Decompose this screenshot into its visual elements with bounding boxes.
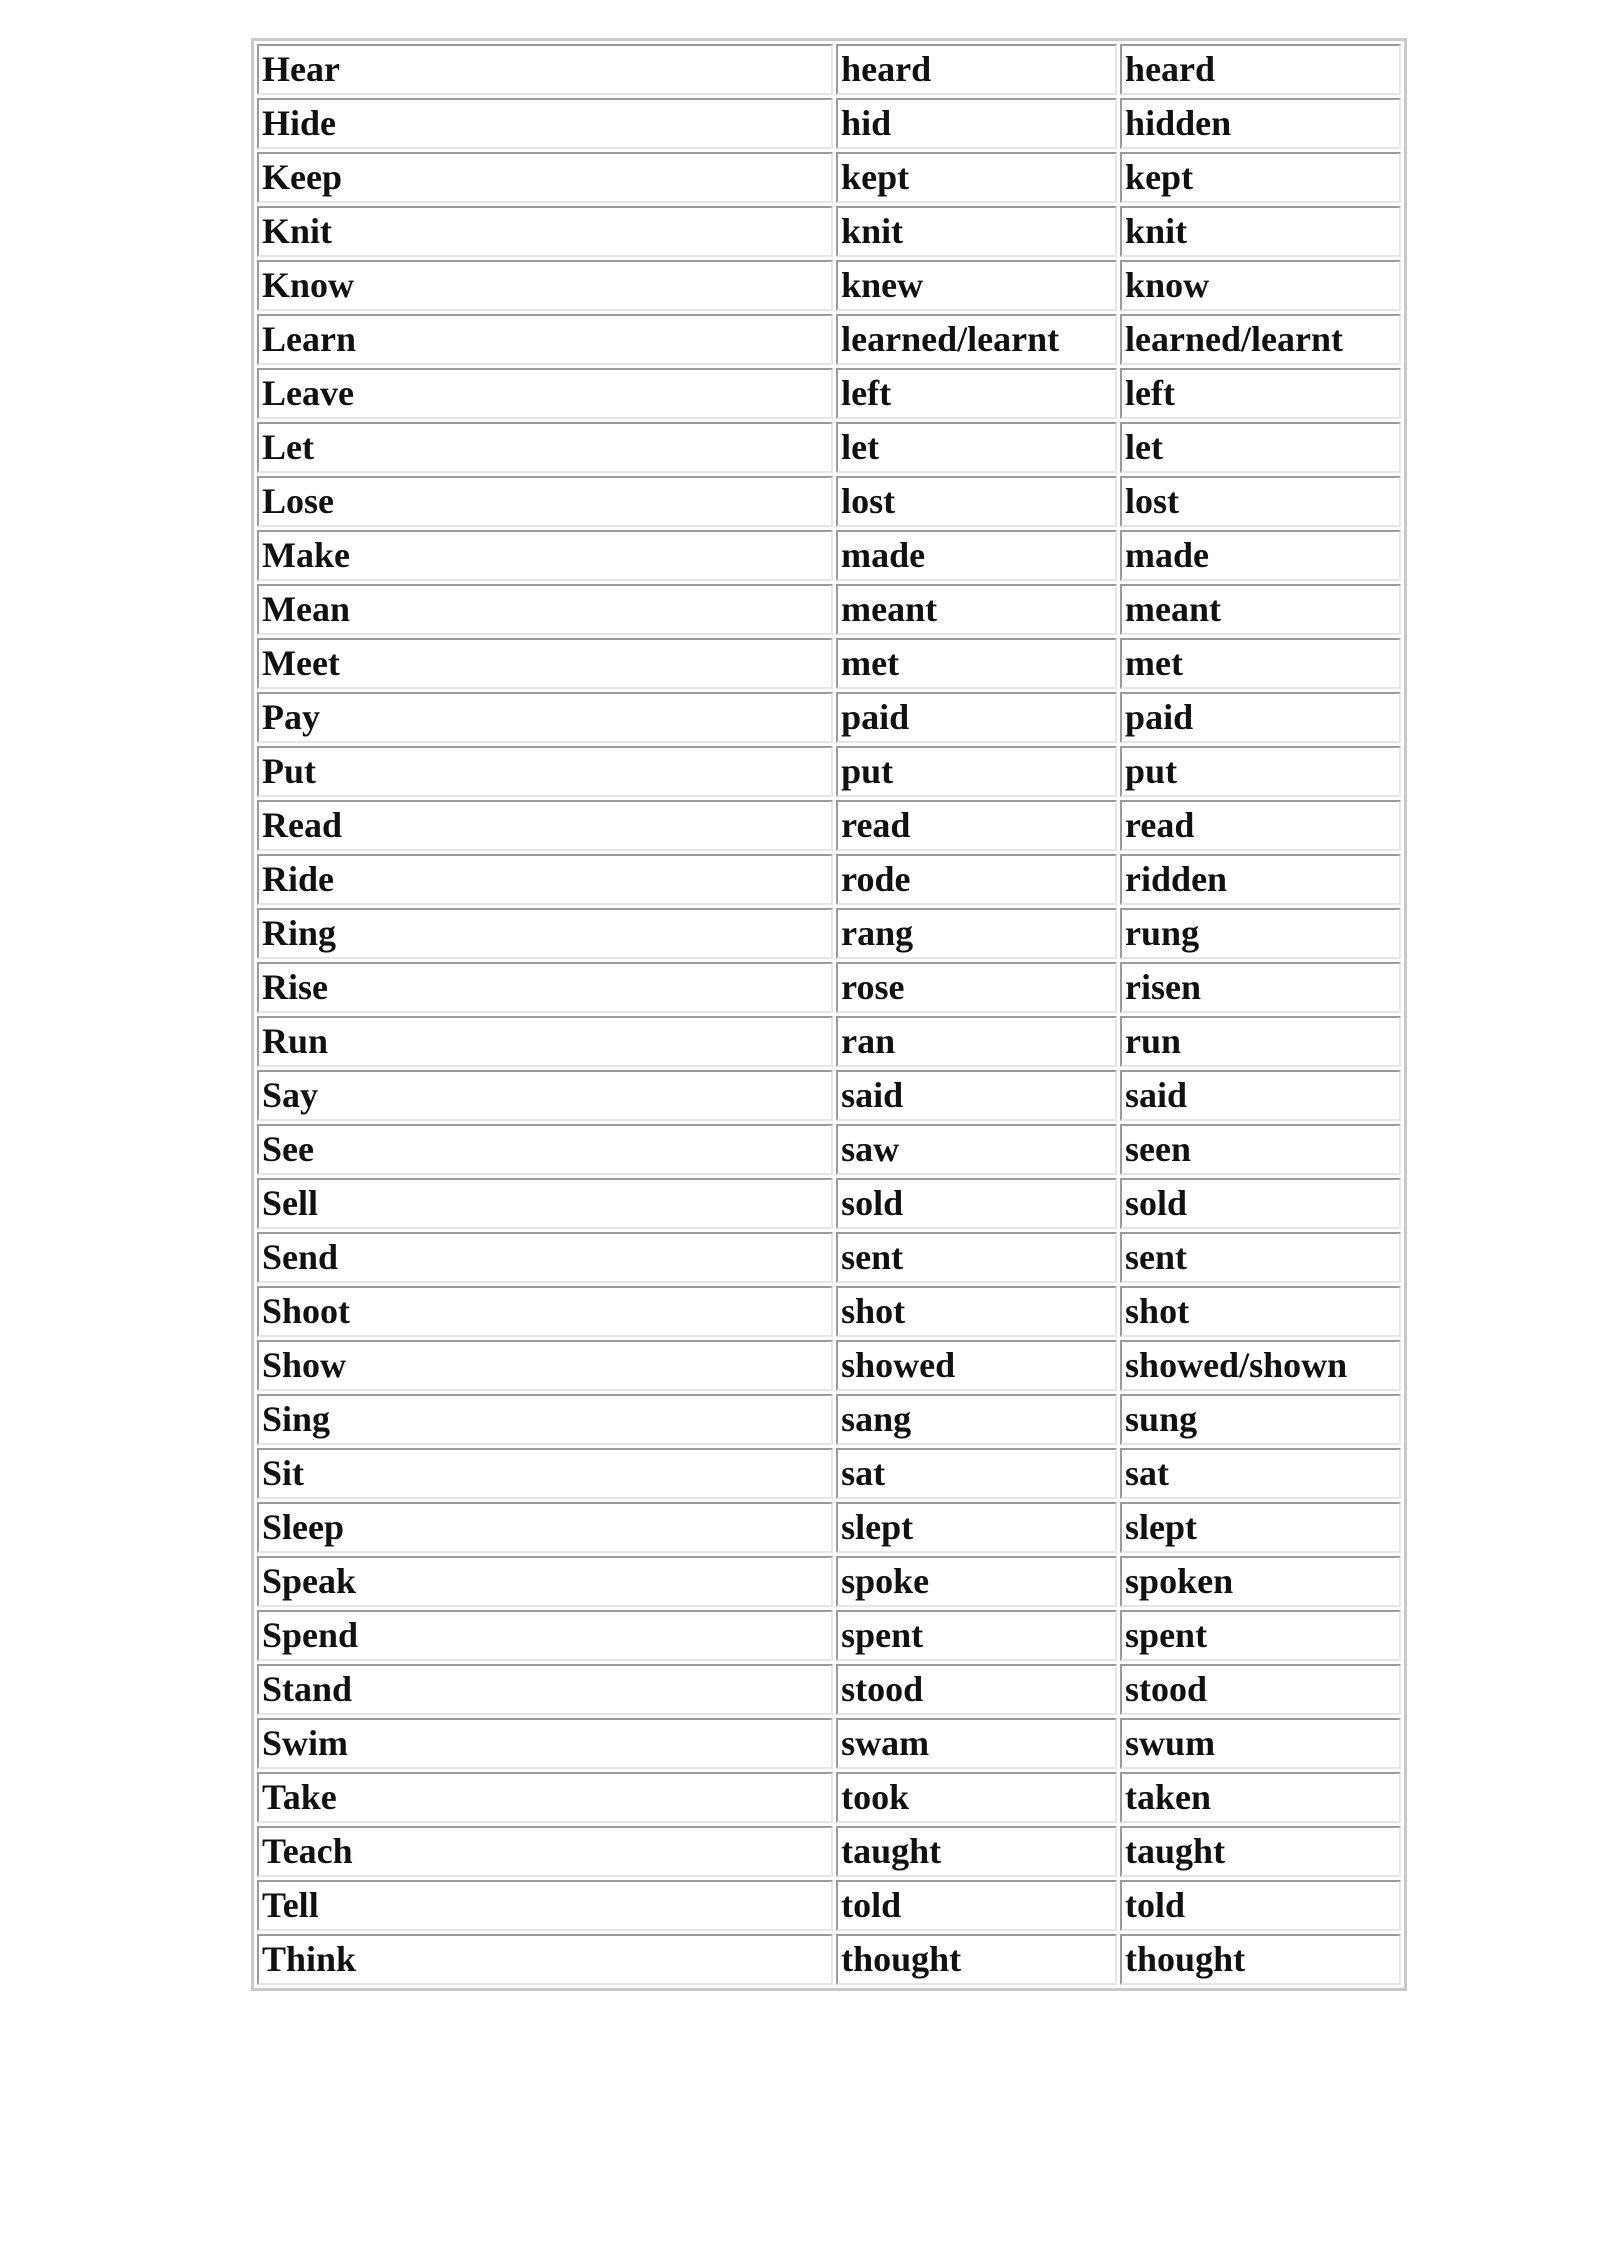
base-form-cell: Hide	[257, 98, 833, 149]
table-row	[257, 476, 1401, 527]
base-form-cell: Show	[257, 1340, 833, 1391]
table-row	[257, 98, 1401, 149]
base-form-cell: Knit	[257, 206, 833, 257]
table-row	[257, 1610, 1401, 1661]
table-row	[257, 530, 1401, 581]
past-participle-cell: met	[1120, 638, 1401, 689]
past-simple-cell: met	[836, 638, 1117, 689]
past-participle-cell: sold	[1120, 1178, 1401, 1229]
base-form-cell: Stand	[257, 1664, 833, 1715]
past-participle-cell: ridden	[1120, 854, 1401, 905]
past-simple-cell: rode	[836, 854, 1117, 905]
past-simple-cell: took	[836, 1772, 1117, 1823]
past-participle-cell: meant	[1120, 584, 1401, 635]
past-simple-cell: thought	[836, 1934, 1117, 1985]
table-row	[257, 1232, 1401, 1283]
table-row	[257, 1772, 1401, 1823]
past-participle-cell: let	[1120, 422, 1401, 473]
past-simple-cell: slept	[836, 1502, 1117, 1553]
past-simple-cell: knew	[836, 260, 1117, 311]
past-participle-cell: rung	[1120, 908, 1401, 959]
past-simple-cell: meant	[836, 584, 1117, 635]
past-participle-cell: put	[1120, 746, 1401, 797]
past-simple-cell: rose	[836, 962, 1117, 1013]
past-simple-cell: swam	[836, 1718, 1117, 1769]
base-form-cell: Leave	[257, 368, 833, 419]
base-form-cell: Hear	[257, 44, 833, 95]
table-row	[257, 314, 1401, 365]
table-row	[257, 1178, 1401, 1229]
verb-table-body	[257, 44, 1401, 1985]
table-row	[257, 368, 1401, 419]
table-row	[257, 1556, 1401, 1607]
past-participle-cell: paid	[1120, 692, 1401, 743]
past-simple-cell: paid	[836, 692, 1117, 743]
past-participle-cell: learned/learnt	[1120, 314, 1401, 365]
past-simple-cell: spent	[836, 1610, 1117, 1661]
past-simple-cell: lost	[836, 476, 1117, 527]
base-form-cell: Shoot	[257, 1286, 833, 1337]
table-row	[257, 1016, 1401, 1067]
past-simple-cell: showed	[836, 1340, 1117, 1391]
irregular-verbs-table	[251, 38, 1407, 1991]
past-simple-cell: read	[836, 800, 1117, 851]
past-simple-cell: spoke	[836, 1556, 1117, 1607]
past-participle-cell: run	[1120, 1016, 1401, 1067]
base-form-cell: Sit	[257, 1448, 833, 1499]
past-participle-cell: said	[1120, 1070, 1401, 1121]
base-form-cell: Send	[257, 1232, 833, 1283]
base-form-cell: Let	[257, 422, 833, 473]
base-form-cell: Sell	[257, 1178, 833, 1229]
past-simple-cell: let	[836, 422, 1117, 473]
table-row	[257, 206, 1401, 257]
past-simple-cell: rang	[836, 908, 1117, 959]
past-simple-cell: heard	[836, 44, 1117, 95]
past-participle-cell: taught	[1120, 1826, 1401, 1877]
past-participle-cell: spent	[1120, 1610, 1401, 1661]
table-row	[257, 1502, 1401, 1553]
past-participle-cell: seen	[1120, 1124, 1401, 1175]
past-simple-cell: sang	[836, 1394, 1117, 1445]
base-form-cell: Lose	[257, 476, 833, 527]
past-participle-cell: left	[1120, 368, 1401, 419]
table-row	[257, 1934, 1401, 1985]
past-simple-cell: said	[836, 1070, 1117, 1121]
base-form-cell: Put	[257, 746, 833, 797]
table-row	[257, 854, 1401, 905]
past-participle-cell: sat	[1120, 1448, 1401, 1499]
past-participle-cell: heard	[1120, 44, 1401, 95]
table-row	[257, 260, 1401, 311]
past-simple-cell: sent	[836, 1232, 1117, 1283]
past-participle-cell: showed/shown	[1120, 1340, 1401, 1391]
past-participle-cell: hidden	[1120, 98, 1401, 149]
table-row	[257, 800, 1401, 851]
base-form-cell: Know	[257, 260, 833, 311]
past-simple-cell: sold	[836, 1178, 1117, 1229]
past-simple-cell: hid	[836, 98, 1117, 149]
past-participle-cell: shot	[1120, 1286, 1401, 1337]
base-form-cell: Swim	[257, 1718, 833, 1769]
base-form-cell: Take	[257, 1772, 833, 1823]
table-row	[257, 1394, 1401, 1445]
base-form-cell: Sleep	[257, 1502, 833, 1553]
table-row	[257, 1718, 1401, 1769]
past-simple-cell: knit	[836, 206, 1117, 257]
past-participle-cell: slept	[1120, 1502, 1401, 1553]
past-participle-cell: read	[1120, 800, 1401, 851]
table-row	[257, 1664, 1401, 1715]
base-form-cell: Make	[257, 530, 833, 581]
table-row	[257, 422, 1401, 473]
past-participle-cell: sent	[1120, 1232, 1401, 1283]
past-simple-cell: stood	[836, 1664, 1117, 1715]
base-form-cell: Sing	[257, 1394, 833, 1445]
past-simple-cell: ran	[836, 1016, 1117, 1067]
past-participle-cell: lost	[1120, 476, 1401, 527]
table-row	[257, 1070, 1401, 1121]
base-form-cell: Speak	[257, 1556, 833, 1607]
past-participle-cell: kept	[1120, 152, 1401, 203]
table-row	[257, 1286, 1401, 1337]
past-simple-cell: told	[836, 1880, 1117, 1931]
base-form-cell: Pay	[257, 692, 833, 743]
past-participle-cell: risen	[1120, 962, 1401, 1013]
base-form-cell: Meet	[257, 638, 833, 689]
past-participle-cell: thought	[1120, 1934, 1401, 1985]
base-form-cell: Run	[257, 1016, 833, 1067]
past-participle-cell: swum	[1120, 1718, 1401, 1769]
table-row	[257, 152, 1401, 203]
base-form-cell: Learn	[257, 314, 833, 365]
table-row	[257, 746, 1401, 797]
table-row	[257, 584, 1401, 635]
past-simple-cell: sat	[836, 1448, 1117, 1499]
base-form-cell: Read	[257, 800, 833, 851]
base-form-cell: Ride	[257, 854, 833, 905]
past-simple-cell: kept	[836, 152, 1117, 203]
base-form-cell: Teach	[257, 1826, 833, 1877]
past-participle-cell: know	[1120, 260, 1401, 311]
base-form-cell: Spend	[257, 1610, 833, 1661]
table-row	[257, 1124, 1401, 1175]
base-form-cell: Think	[257, 1934, 833, 1985]
base-form-cell: Keep	[257, 152, 833, 203]
past-participle-cell: spoken	[1120, 1556, 1401, 1607]
past-participle-cell: made	[1120, 530, 1401, 581]
past-participle-cell: told	[1120, 1880, 1401, 1931]
past-participle-cell: stood	[1120, 1664, 1401, 1715]
past-simple-cell: taught	[836, 1826, 1117, 1877]
base-form-cell: Ring	[257, 908, 833, 959]
table-row	[257, 638, 1401, 689]
table-row	[257, 1448, 1401, 1499]
table-row	[257, 908, 1401, 959]
table-row	[257, 1826, 1401, 1877]
past-simple-cell: made	[836, 530, 1117, 581]
table-row	[257, 962, 1401, 1013]
past-simple-cell: saw	[836, 1124, 1117, 1175]
base-form-cell: See	[257, 1124, 833, 1175]
past-simple-cell: left	[836, 368, 1117, 419]
past-simple-cell: shot	[836, 1286, 1117, 1337]
past-participle-cell: taken	[1120, 1772, 1401, 1823]
table-row	[257, 1880, 1401, 1931]
base-form-cell: Tell	[257, 1880, 833, 1931]
table-row	[257, 1340, 1401, 1391]
past-participle-cell: sung	[1120, 1394, 1401, 1445]
past-simple-cell: learned/learnt	[836, 314, 1117, 365]
base-form-cell: Rise	[257, 962, 833, 1013]
table-row	[257, 44, 1401, 95]
past-participle-cell: knit	[1120, 206, 1401, 257]
past-simple-cell: put	[836, 746, 1117, 797]
table-row	[257, 692, 1401, 743]
base-form-cell: Say	[257, 1070, 833, 1121]
base-form-cell: Mean	[257, 584, 833, 635]
